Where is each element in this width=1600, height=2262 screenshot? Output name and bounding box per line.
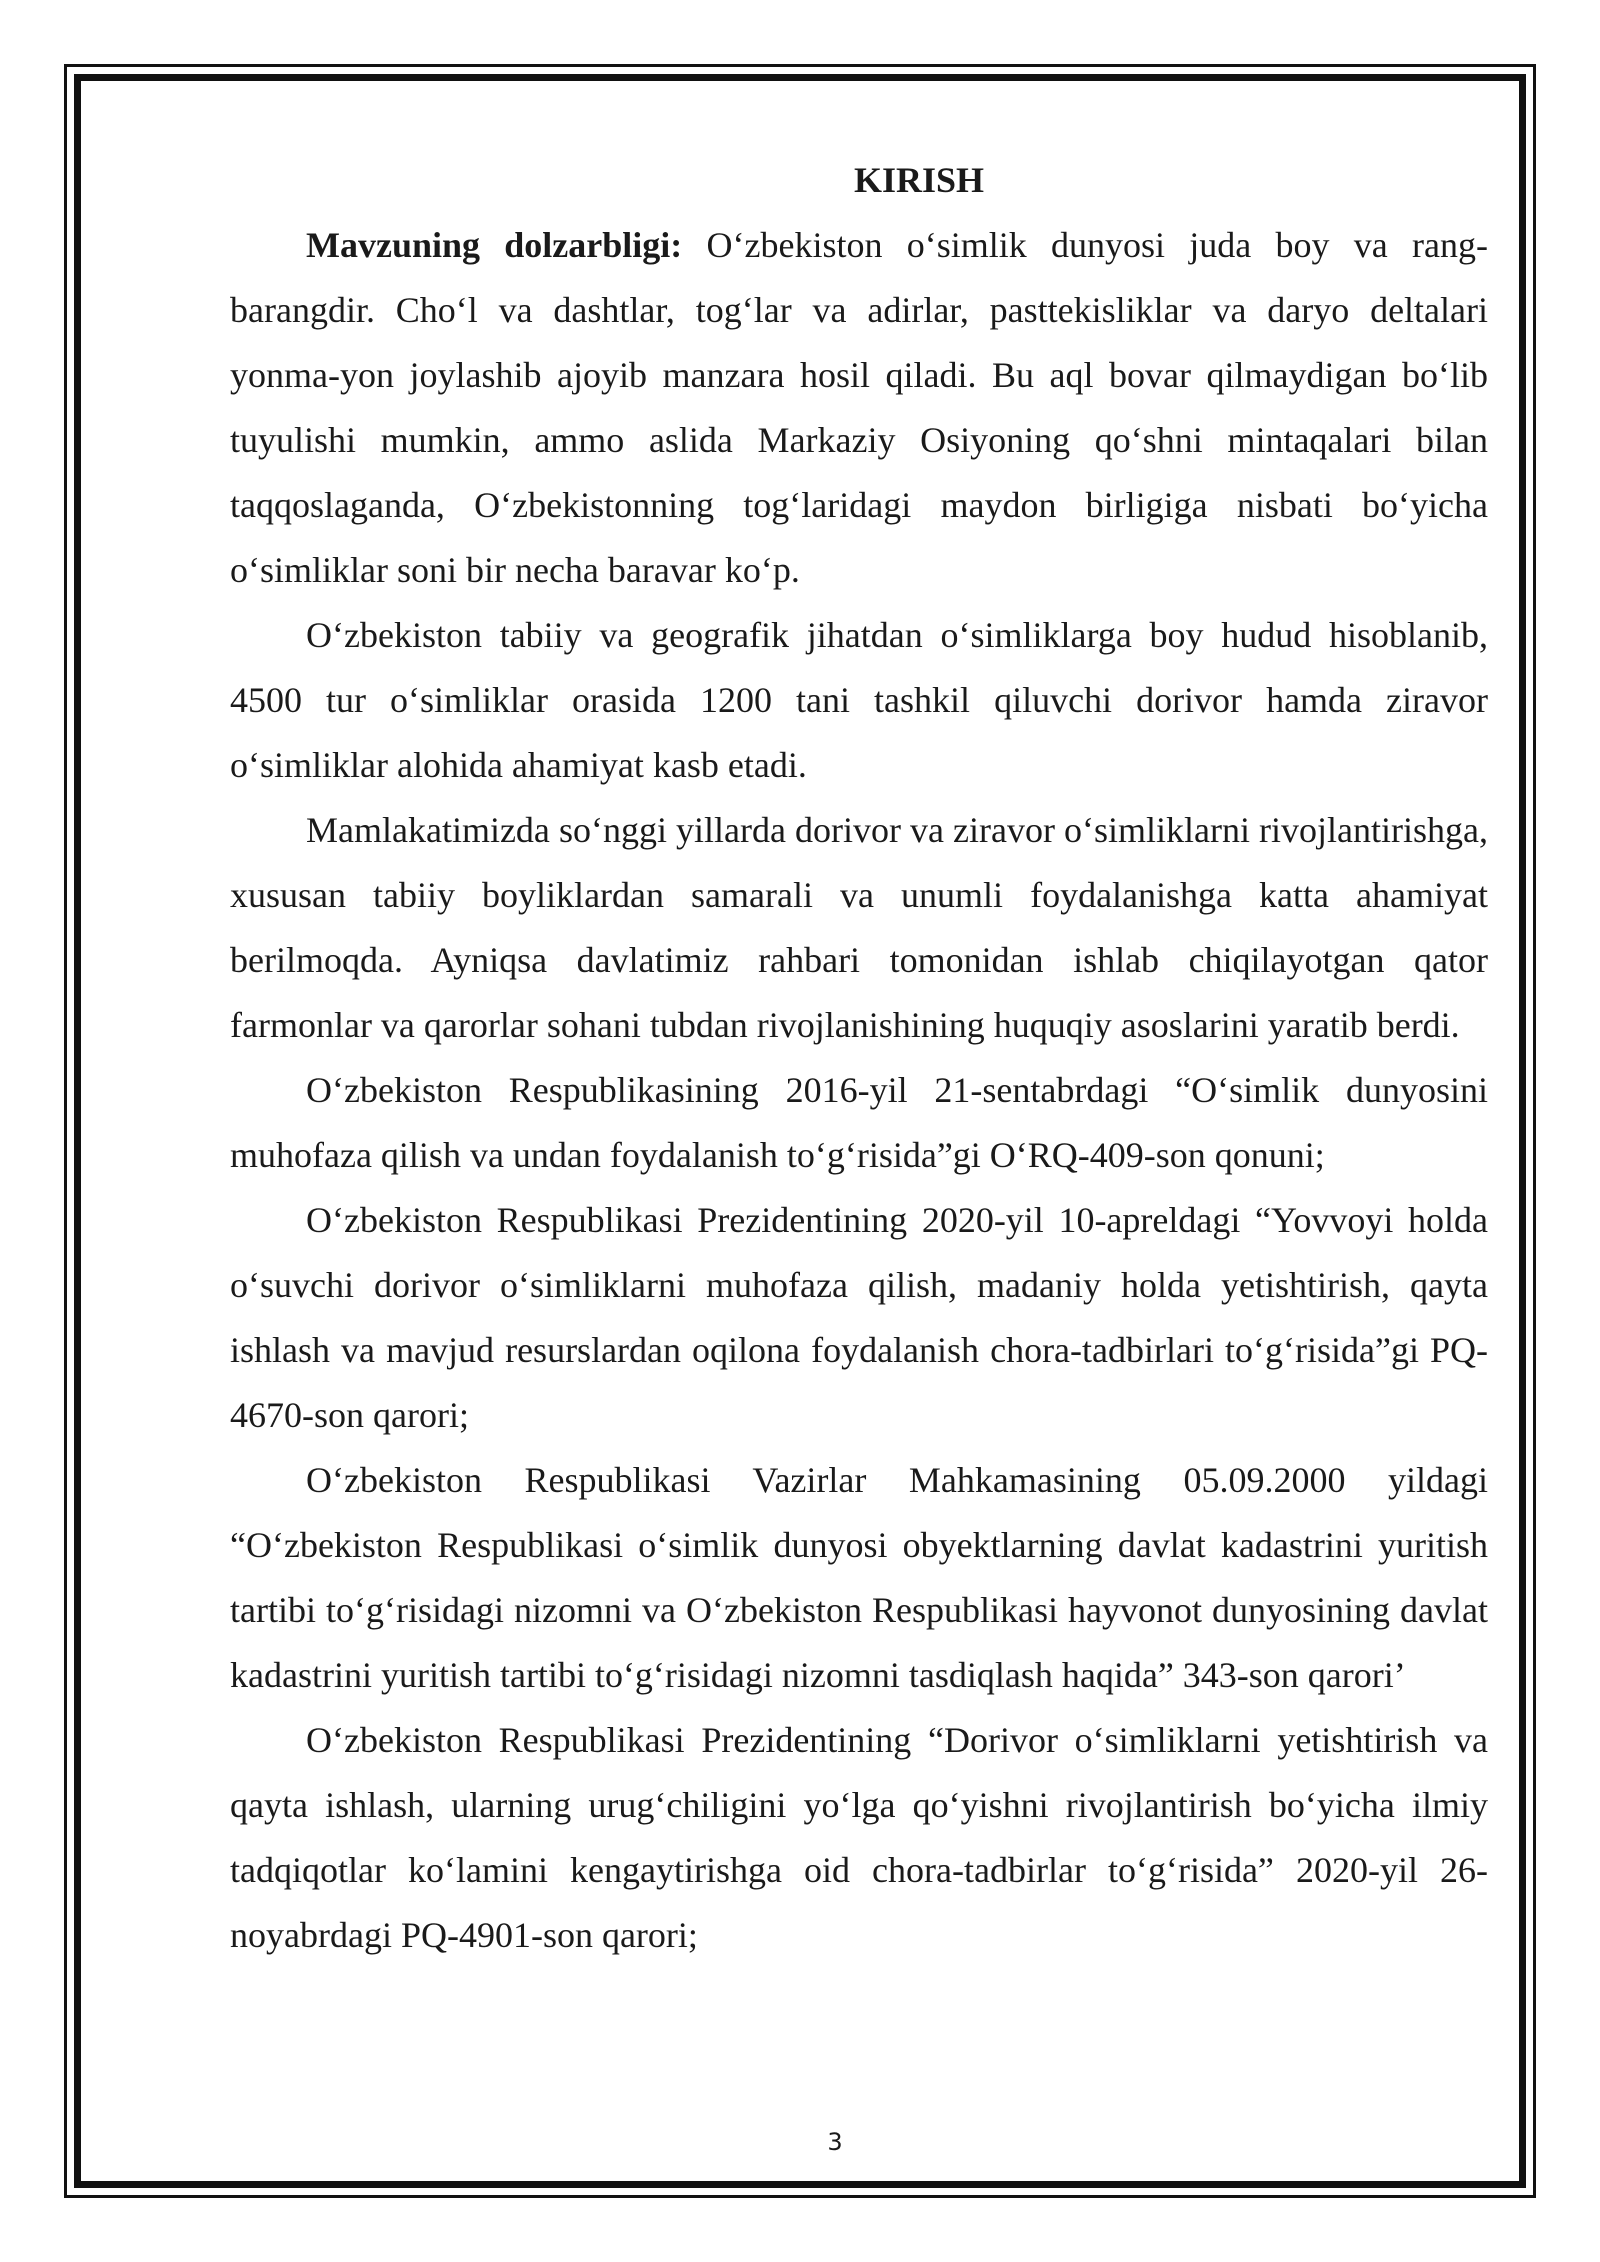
relevance-lead: Mavzuning dolzarbligi:: [306, 225, 683, 265]
paragraph-plant-diversity: O‘zbekiston tabiiy va geografik jihatdan o‘simliklarga boy hudud hisoblanib, 4500 tur o‘simliklar orasida 1200 tani tashkil qiluvchi dorivor hamda ziravor o‘simliklar alohida ahamiyat kasb etadi.: [230, 615, 1488, 785]
section-heading: KIRISH: [853, 160, 985, 200]
paragraph-resolution-343: O‘zbekiston Respublikasi Vazirlar Mahkamasining 05.09.2000 yildagi “O‘zbekiston Respublikasi o‘simlik dunyosi obyektlarning davlat kadastrini yuritish tartibi to‘g‘risidagi nizomni va O‘zbekiston Respublikasi hayvonot dunyosining davlat kadastrini yuritish tartibi to‘g‘risidagi nizomni tasdiqlash haqida” 343-son qarori’: [230, 1460, 1488, 1695]
page-number: 3: [827, 2128, 843, 2156]
document-body: [230, 148, 1488, 1968]
paragraph-relevance: [230, 213, 1488, 603]
paragraph-decree-pq-4670: O‘zbekiston Respublikasi Prezidentining 2020-yil 10-apreldagi “Yovvoyi holda o‘suvchi dorivor o‘simliklarni muhofaza qilish, madaniy holda yetishtirish, qayta ishlash va mavjud resurslardan oqilona foydalanish chora-tadbirlari to‘g‘risida”gi PQ-4670-son qarori;: [230, 1200, 1488, 1435]
paragraph-development: Mamlakatimizda so‘nggi yillarda dorivor va ziravor o‘simliklarni rivojlantirishga, xususan tabiiy boyliklardan samarali va unumli foydalanishga katta ahamiyat berilmoqda. Ayniqsa davlatimiz rahbari tomonidan ishlab chiqilayotgan qator farmonlar va qarorlar sohani tubdan rivojlanishining huquqiy asoslarini yaratib berdi.: [230, 810, 1488, 1045]
paragraph-law-2016: O‘zbekiston Respublikasining 2016-yil 21-sentabrdagi “O‘simlik dunyosini muhofaza qilish va undan foydalanish to‘g‘risida”gi O‘RQ-409-son qonuni;: [230, 1070, 1488, 1175]
paragraph-decree-pq-4901: O‘zbekiston Respublikasi Prezidentining “Dorivor o‘simliklarni yetishtirish va qayta ishlash, ularning urug‘chiligini yo‘lga qo‘yishni rivojlantirish bo‘yicha ilmiy tadqiqotlar ko‘lamini kengaytirishga oid chora-tadbirlar to‘g‘risida” 2020-yil 26-noyabrdagi PQ-4901-son qarori;: [230, 1720, 1488, 1955]
relevance-text: O‘zbekiston o‘simlik dunyosi juda boy va rang-barangdir. Cho‘l va dashtlar, tog‘lar va adirlar, pasttekisliklar va daryo deltalari yonma-yon joylashib ajoyib manzara hosil qiladi. Bu aql bovar qilmaydigan bo‘lib tuyulishi mumkin, ammo aslida Markaziy Osiyoning qo‘shni mintaqalari bilan taqqoslaganda, O‘zbekistonning tog‘laridagi maydon birligiga nisbati bo‘yicha o‘simliklar soni bir necha baravar ko‘p.: [230, 225, 1488, 590]
